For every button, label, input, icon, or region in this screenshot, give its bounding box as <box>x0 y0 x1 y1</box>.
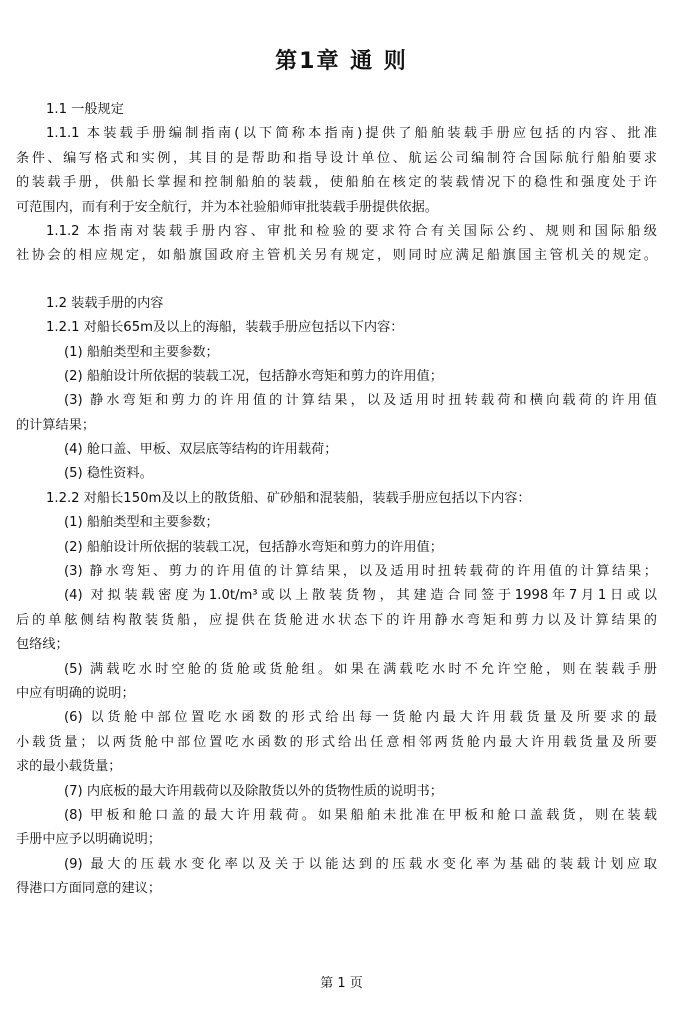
text-line: (5) 满载吃水时空舱的货舱或货舱组。如果在满载吃水时不允许空舱，则在装载手册 <box>64 661 657 677</box>
text-line: 1.2.2 对船长150m及以上的散货船、矿砂船和混装船，装载手册应包括以下内容： <box>46 490 531 506</box>
text-line: 手册中应予以明确说明； <box>16 832 162 848</box>
text-line: 条件、编写格式和实例，其目的是帮助和指导设计单位、航运公司编制符合国际航行船舶要求 <box>16 150 657 166</box>
text-line: (5) 稳性资料。 <box>64 466 153 482</box>
text-line: 包络线； <box>16 637 69 653</box>
text-line: 的计算结果； <box>16 417 96 433</box>
document-body <box>16 98 657 902</box>
text-line: (4) 舱口盖、甲板、双层底等结构的许用载荷； <box>64 442 338 458</box>
chapter-title: 第1章 通 则 <box>275 49 408 74</box>
text-line: (2) 船舶设计所依据的装载工况，包括静水弯矩和剪力的许用值； <box>64 539 443 555</box>
page-number: 第 1 页 <box>320 976 363 991</box>
text-line: 小载货量；以两货舱中部位置吃水函数的形式给出任意相邻两货舱内最大许用载货量及所要 <box>16 734 657 750</box>
text-line: 1.2.1 对船长65m及以上的海船，装载手册应包括以下内容： <box>46 320 404 336</box>
text-line: 后的单舷侧结构散装货船，应提供在货舱进水状态下的许用静水弯矩和剪力以及计算结果的 <box>16 612 657 628</box>
text-line: (1) 船舶类型和主要参数； <box>64 515 219 531</box>
blank-line <box>16 269 657 292</box>
text-line: 的装载手册，供船长掌握和控制船舶的装载，使船舶在核定的装载情况下的稳性和强度处于许 <box>16 175 657 191</box>
text-line: (3) 静水弯矩和剪力的许用值的计算结果，以及适用时扭转载荷和横向载荷的许用值 <box>64 393 657 409</box>
text-line: (6) 以货舱中部位置吃水函数的形式给出每一货舱内最大许用载货量及所要求的最 <box>64 710 657 726</box>
text-line: (9) 最大的压载水变化率以及关于以能达到的压载水变化率为基础的装载计划应取 <box>64 856 657 872</box>
text-line: (2) 船舶设计所依据的装载工况，包括静水弯矩和剪力的许用值； <box>64 368 443 384</box>
text-line: 中应有明确的说明； <box>16 685 135 701</box>
text-line: (1) 船舶类型和主要参数； <box>64 344 219 360</box>
text-line: (8) 甲板和舱口盖的最大许用载荷。如果船舶未批准在甲板和舱口盖载货，则在装载 <box>64 807 657 823</box>
text-line: 得港口方面同意的建议； <box>16 881 162 897</box>
text-line: (3) 静水弯矩、剪力的许用值的计算结果，以及适用时扭转载荷的许用值的计算结果； <box>64 564 657 580</box>
text-line: (4) 对拟装载密度为1.0t/m³或以上散装货物，其建造合同签于1998年7月1日或以 <box>64 588 657 604</box>
text-line: (7) 内底板的最大许用载荷以及除散货以外的货物性质的说明书； <box>64 783 443 799</box>
text-line: 求的最小载货量； <box>16 759 122 775</box>
text-line: 1.2 装载手册的内容 <box>46 295 164 311</box>
text-line: 1.1.2 本指南对装载手册内容、审批和检验的要求符合有关国际公约、规则和国际船级 <box>46 223 657 239</box>
text-line: 1.1.1 本装载手册编制指南(以下简称本指南)提供了船舶装载手册应包括的内容、批准 <box>46 126 657 142</box>
text-line: 1.1 一般规定 <box>46 102 124 117</box>
text-line: 可范围内，而有利于安全航行，并为本社验船师审批装载手册提供依据。 <box>16 199 438 215</box>
text-line: 社协会的相应规定，如船旗国政府主管机关另有规定，则同时应满足船旗国主管机关的规定。 <box>16 248 657 264</box>
